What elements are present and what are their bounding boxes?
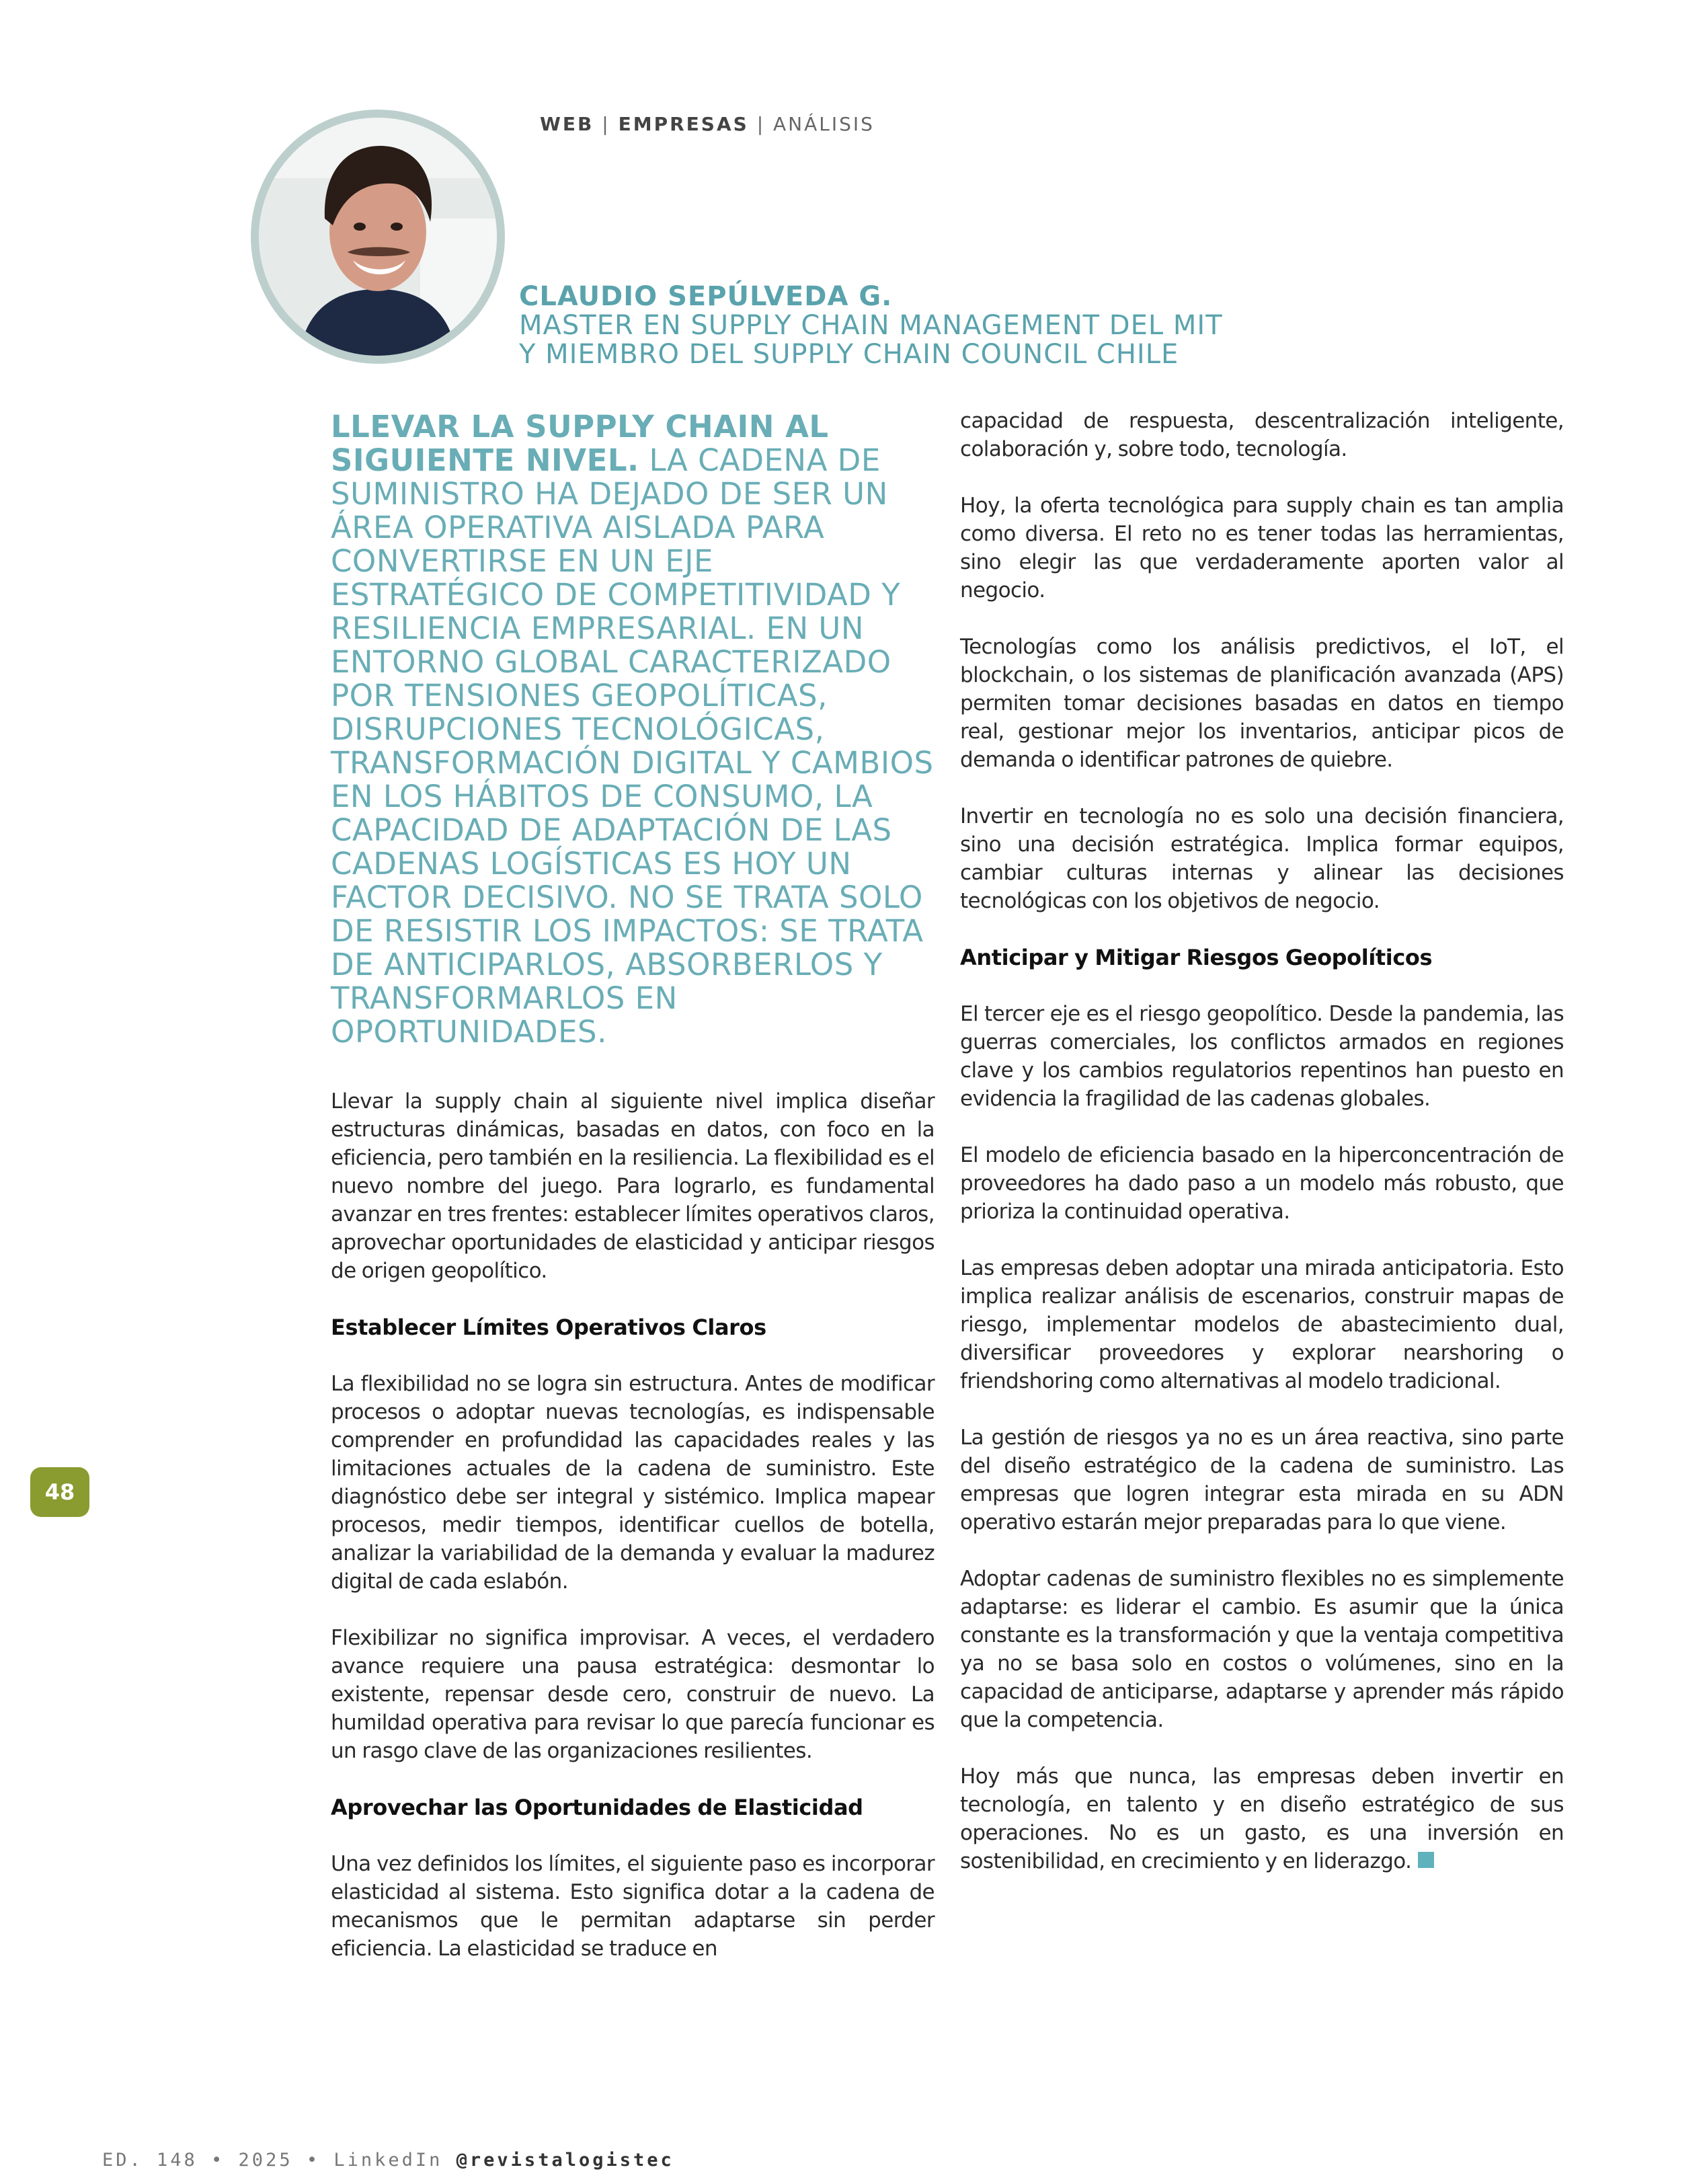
footer (102, 2150, 674, 2171)
author-byline (519, 282, 1223, 369)
body-paragraph: Adoptar cadenas de suministro flexibles no es simplemente adaptarse: es liderar el cambio. Es asumir que la única constante es la transformación y que la ventaja competitiva ya no se basa solo en costos o volúmenes, sino en la capacidad de anticiparse, adaptarse y aprender más rápido que la competencia. (960, 1567, 1564, 1732)
section-heading: Establecer Límites Operativos Claros (331, 1315, 766, 1340)
section-secondary: EMPRESAS (618, 113, 749, 135)
footer-social-handle[interactable]: @revistalogistec (456, 2150, 674, 2171)
author-avatar (251, 110, 505, 364)
body-paragraph: capacidad de respuesta, descentralización inteligente, colaboración y, sobre todo, tecnología. (960, 409, 1564, 461)
author-title-line-1: MASTER EN SUPPLY CHAIN MANAGEMENT DEL MIT (519, 310, 1223, 341)
author-title-line-2: Y MIEMBRO DEL SUPPLY CHAIN COUNCIL CHILE (519, 339, 1179, 370)
lead-strong-text: LLEVAR LA SUPPLY CHAIN AL SIGUIENTE NIVEL. (331, 409, 829, 478)
author-name: CLAUDIO SEPÚLVEDA G. (519, 281, 893, 312)
body-paragraph: El tercer eje es el riesgo geopolítico. Desde la pandemia, las guerras comerciales, los conflictos armados en regiones clave y los cambios regulatorios repentinos han puesto en evidencia la fragilidad de las cadenas globales. (960, 1002, 1564, 1111)
body-paragraph: La flexibilidad no se logra sin estructura. Antes de modificar procesos o adoptar nuevas tecnologías, es indispensable comprender en profundidad las capacidades reales y las limitaciones actuales de la cadena de suministro. Este diagnóstico debe ser integral y sistémico. Implica mapear procesos, medir tiempos, identificar cuellos de botella, analizar la variabilidad de la demanda y evaluar la madurez digital de cada eslabón. (331, 1372, 935, 1594)
lead-paragraph (331, 410, 936, 1049)
section-tags (540, 113, 875, 135)
body-paragraph: Invertir en tecnología no es solo una decisión financiera, sino una decisión estratégica. Implica formar equipos, cambiar culturas internas y alinear las decisiones tecnológicas con los objetivos de negocio. (960, 804, 1564, 913)
right-column (960, 407, 1564, 1904)
body-paragraph: El modelo de eficiencia basado en la hiperconcentración de proveedores ha dado paso a un modelo más robusto, que prioriza la continuidad operativa. (960, 1143, 1564, 1224)
body-paragraph: Llevar la supply chain al siguiente nivel implica diseñar estructuras dinámicas, basadas en datos, con foco en la eficiencia, pero también en la resiliencia. La flexibilidad es el nuevo nombre del juego. Para lograrlo, es fundamental avanzar en tres frentes: establecer límites operativos claros, aprovechar oportunidades de elasticidad y anticipar riesgos de origen geopolítico. (331, 1089, 935, 1283)
body-paragraph: Flexibilizar no significa improvisar. A veces, el verdadero avance requiere una pausa estratégica: desmontar lo existente, repensar desde cero, construir de nuevo. La humildad operativa para revisar lo que parecía funcionar es un rasgo clave de las organizaciones resilientes. (331, 1626, 935, 1763)
section-heading: Aprovechar las Oportunidades de Elasticidad (331, 1795, 863, 1820)
lead-text: LA CADENA DE SUMINISTRO HA DEJADO DE SER UN ÁREA OPERATIVA AISLADA PARA CONVERTIRSE EN UN EJE ESTRATÉGICO DE COMPETITIVIDAD Y RESILIENCIA EMPRESARIAL. EN UN ENTORNO GLOBAL CARACTERIZADO POR TENSIONES GEOPOLÍTICAS, DISRUPCIONES TECNOLÓGICAS, TRANSFORMACIÓN DIGITAL Y CAMBIOS EN LOS HÁBITOS DE CONSUMO, LA CAPACIDAD DE ADAPTACIÓN DE LAS CADENAS LOGÍSTICAS ES HOY UN FACTOR DECISIVO. NO SE TRATA SOLO DE RESISTIR LOS IMPACTOS: SE TRATA DE ANTICIPARLOS, ABSORBERLOS Y TRANSFORMARLOS EN OPORTUNIDADES. (331, 442, 934, 1050)
body-paragraph: Las empresas deben adoptar una mirada anticipatoria. Esto implica realizar análisis de escenarios, construir mapas de riesgo, implementar modelos de abastecimiento dual, diversificar proveedores y explorar nearshoring o friendshoring como alternativas al modelo tradicional. (960, 1256, 1564, 1393)
section-tertiary: ANÁLISIS (773, 113, 875, 135)
page-number-badge: 48 (30, 1467, 89, 1517)
body-paragraph: Una vez definidos los límites, el siguiente paso es incorporar elasticidad al sistema. Esto significa dotar a la cadena de mecanismos que le permitan adaptarse sin perder eficiencia. La elasticidad se traduce en (331, 1852, 935, 1961)
end-of-article-mark (1418, 1852, 1434, 1868)
body-paragraph: Hoy, la oferta tecnológica para supply chain es tan amplia como diversa. El reto no es tener todas las herramientas, sino elegir las que verdaderamente aporten valor al negocio. (960, 494, 1564, 602)
closing-text: Hoy más que nunca, las empresas deben invertir en tecnología, en talento y en diseño estratégico de sus operaciones. No es un gasto, es una inversión en sostenibilidad, en crecimiento y en liderazgo. (960, 1764, 1564, 1873)
author-photo (259, 118, 497, 356)
section-primary: WEB (540, 113, 594, 135)
left-column (331, 1087, 935, 1991)
closing-paragraph (960, 1762, 1564, 1875)
body-paragraph: Tecnologías como los análisis predictivos, el IoT, el blockchain, o los sistemas de planificación avanzada (APS) permiten tomar decisiones basadas en datos en tiempo real, gestionar mejor los inventarios, anticipar picos de demanda o identificar patrones de quiebre. (960, 635, 1564, 772)
footer-edition: ED. 148 • 2025 • LinkedIn (102, 2150, 443, 2171)
section-separator: | (748, 113, 774, 135)
section-separator: | (594, 113, 619, 135)
body-paragraph: La gestión de riesgos ya no es un área reactiva, sino parte del diseño estratégico de la cadena de suministro. Las empresas que logren integrar esta mirada en su ADN operativo estarán mejor preparadas para lo que viene. (960, 1426, 1564, 1534)
section-heading: Anticipar y Mitigar Riesgos Geopolíticos (960, 945, 1433, 970)
